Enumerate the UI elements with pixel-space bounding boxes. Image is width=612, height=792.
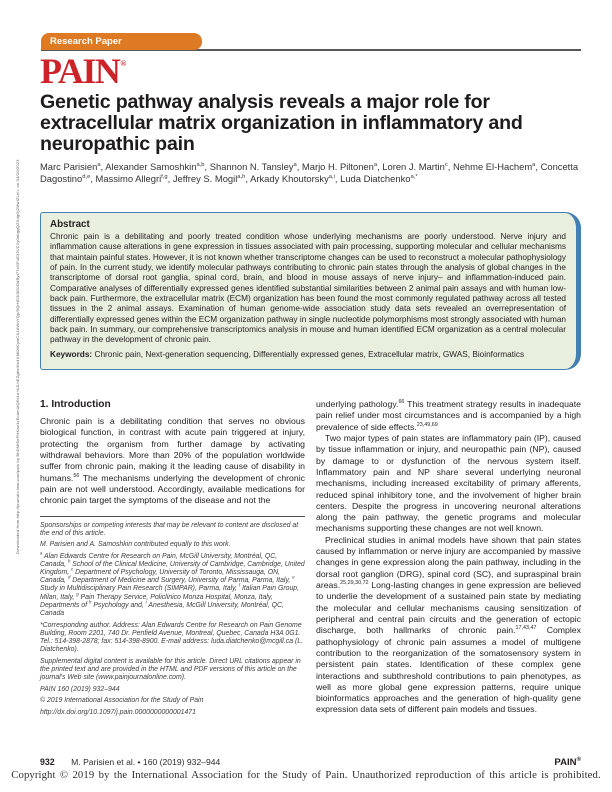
copyright-line: Copyright © 2019 by the International Association for the Study of Pain. Unauthorized reproduction of this article is prohibited. xyxy=(11,769,601,781)
doi-line: http://dx.doi.org/10.1097/j.pain.0000000000001471 xyxy=(40,708,196,716)
page-number: 932 xyxy=(40,757,55,767)
footnote-contribution: M. Parisien and A. Samoshkin contributed equally to this work. xyxy=(40,541,231,549)
body-paragraph: Preclinical studies in animal models have shown that pain states caused by inflammation or nerve injury are accompanied by massive changes in gene expression along the pain pathway, including in the dorsal root ganglion (DRG), spinal cord (SC), and supraspinal brain areas.$^{25,29,30,72}$ Long-lasting changes in gene expression are believed to underlie the development of a sustained pain state by mediating the molecular and cellular mechanisms causing sensitization of peripheral and central pain circuits and the generation of ectopic discharge, both hallmarks of chronic pain.$^{17,43,47}$ Complex pathophysiology of chronic pain assumes a model of multigene contribution to the reorganization of the somatosensory system in persistent pain states. Identification of these complex gene interactions and subthreshold contributions to pain phenotypes, as well as more global gene expression patterns, require unique bioinformatics approaches and the generation of high-quality gene expression data sets of different pain models and tissues. xyxy=(316,534,581,715)
journal-name-footer: PAIN® xyxy=(554,756,581,768)
download-watermark: Downloaded from http://journals.lww.com/pain by BhDMf5ePHKav1zEoum1tQfN4a+kJLhEZgbsIHo4XMi0hCywCX1AWnYQp/IlQrHD3i3D0OdRyi7TvSFl4Cf3VC1y0abggQZXdgGj2MwlZLeI= on 04/10/2023 xyxy=(15,159,20,554)
abstract-box xyxy=(40,212,581,370)
abstract-text: Chronic pain is a debilitating and poorly treated condition whose underlying mechanisms are poorly understood. Nerve injury and inflammation cause alterations in gene expression in tissues associated with pain processing, supporting molecular and cellular mechanisms that maintain painful states. However, it is not known whether transcriptome changes can be used to reconstruct a molecular pathophysiology of pain. In the current study, we identify molecular pathways contributing to chronic pain states through the analysis of global changes in the transcriptome of dorsal root ganglia, spinal cord, brain, and blood in mouse assays of nerve injury– and inflammation-induced pain. Comparative analyses of differentially expressed genes identified substantial similarities between 2 animal pain assays and with human low-back pain. Furthermore, the extracellular matrix (ECM) organization has been found the most commonly regulated pathway across all tested tissues in the 2 animal assays. Examination of human genome-wide association study data sets revealed an overrepresentation of differentially expressed genes within the ECM organization pathway in single nucleotide polymorphisms most strongly associated with human back pain. In summary, our comprehensive transcriptomics analysis in mouse and human identified ECM organization as a central molecular pathway in the development of chronic pain. xyxy=(50,232,566,345)
section-heading-introduction: 1. Introduction xyxy=(40,399,111,410)
intro-paragraph: Chronic pain is a debilitating condition that serves no obvious biological function, in contrast with acute pain triggered at injury, protecting the organism from further damage by activating withdrawal behaviors. More than 20% of the population worldwide suffer from chronic pain, making it the leading cause of disability in humans.$^{56}$ The mechanisms underlying the development of chronic pain are not well understood. Accordingly, available medications for chronic pain target the symptoms of the disease and not the xyxy=(40,416,305,506)
registered-mark-icon: ® xyxy=(120,59,127,68)
journal-citation-line: PAIN 160 (2019) 932–944 xyxy=(40,685,120,693)
footnote-corresponding-author: *Corresponding author. Address: Alan Edwards Centre for Research on Pain Genome Building, Room 2201, 740 Dr. Penfield Avenue, Montreal, Quebec, Canada H3A 0G1. Tel.: 514-398-2878; fax: 514-398-8900. E-mail address: luda.diatchenko@mcgill.ca (L. Diatchenko). xyxy=(40,621,303,653)
keywords-label: Keywords: xyxy=(50,350,93,360)
footnote-affiliations: $^a$ Alan Edwards Centre for Research on Pain, McGill University, Montréal, QC, Canada, $^b$ School of the Clinical Medicine, University of Cambridge, Cambridge, United Kingdom, $^c$ Department of Psychology, University of Toronto, Mississauga, ON, Canada, $^d$ Department of Medicine and Surgery, University of Parma, Parma, Italy, $^e$ Study in Multidisciplinary Pain Research (SIMPAR), Parma, Italy, $^f$ Italian Pain Group, Milan, Italy, $^g$ Pain Therapy Service, Policlinico Monza Hospital, Monza, Italy, Departments of $^h$ Psychology and, $^i$ Anesthesia, McGill University, Montréal, QC, Canada xyxy=(40,550,305,617)
iasp-copyright-line: © 2019 International Association for the Study of Pain xyxy=(40,697,204,705)
body-columns xyxy=(40,399,581,717)
body-paragraph: Two major types of pain states are inflammatory pain (IP), caused by tissue inflammation or injury, and neuropathic pain (NP), caused by damage to or dysfunction of the nervous system itself. Inflammatory pain and NP share several underlying neuronal mechanisms, including increased excitability of primary afferents, reduced spinal inhibitory tone, and the involvement of higher brain centers. Despite the progress in uncovering neuronal alterations along the pain pathway, the genetic programs and molecular mechanisms supporting these changes are not well known. xyxy=(316,432,581,534)
journal-logo xyxy=(40,50,126,92)
abstract-heading: Abstract xyxy=(50,219,90,230)
article-type-tab xyxy=(41,33,202,50)
footnote-sponsorship: Sponsorships or competing interests that may be relevant to content are disclosed at the end of this article. xyxy=(40,521,299,537)
footnote-block xyxy=(40,516,305,717)
author-list: Marc Parisien$^a$, Alexander Samoshkin$^{a,b}$, Shannon N. Tansley$^a$, Marjo H. Piltonen$^a$, Loren J. Martin$^c$, Nehme El-Hachem$^a$, Concetta Dagostino$^{d,e}$, Massimo Allegri$^{f,g}$, Jeffrey S. Mogil$^{a,h}$, Arkady Khoutorsky$^{a,i}$, Luda Diatchenko$^{a,*}$ xyxy=(40,161,579,185)
abstract-keywords xyxy=(50,350,566,360)
page-footer xyxy=(40,752,581,770)
article-type-label: Research Paper xyxy=(50,36,122,47)
journal-logo-text: PAIN xyxy=(40,51,120,91)
right-column xyxy=(316,399,581,717)
keywords-text: Chronic pain, Next-generation sequencing, Differentially expressed genes, Extracellular matrix, GWAS, Bioinformatics xyxy=(92,350,525,360)
article-title: Genetic pathway analysis reveals a major role for extracellular matrix organization in inflammatory and neuropathic pain xyxy=(40,91,523,156)
running-citation: M. Parisien et al. • 160 (2019) 932–944 xyxy=(71,757,221,767)
left-column xyxy=(40,399,305,717)
footnote-supplemental: Supplemental digital content is available for this article. Direct URL citations appear in the printed text and are provided in the HTML and PDF versions of this article on the journal's Web site (www.painjournalonline.com). xyxy=(40,657,301,681)
body-paragraph: underlying pathology.$^{66}$ This treatment strategy results in inadequate pain relief under most circumstances and is accompanied by a high prevalence of side effects.$^{23,49,69}$ xyxy=(316,399,581,432)
footer-left xyxy=(40,752,220,770)
